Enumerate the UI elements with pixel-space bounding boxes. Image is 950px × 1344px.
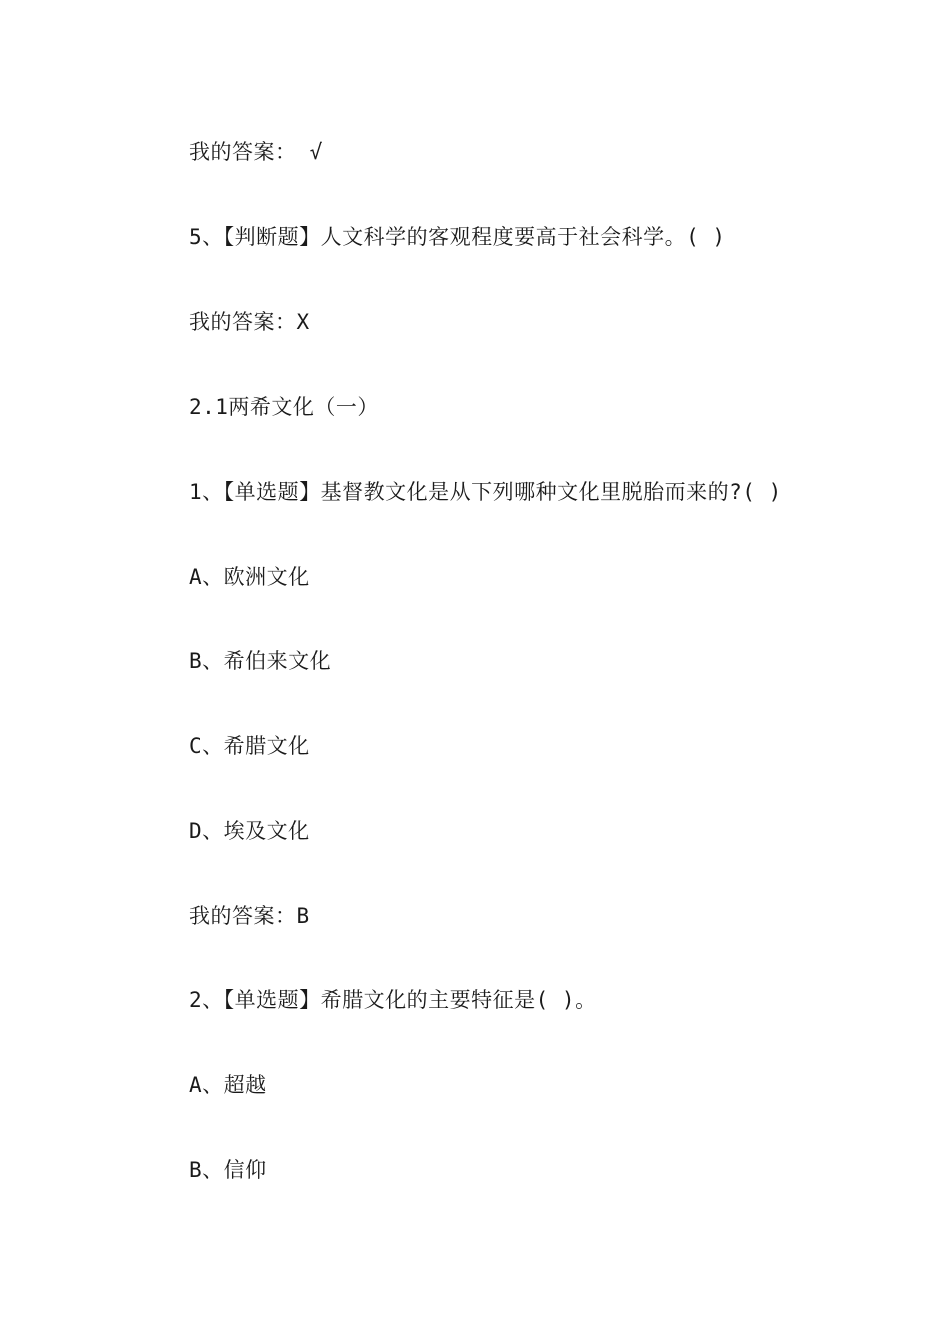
option-b: B、希伯来文化 xyxy=(189,649,332,673)
answer-line: 我的答案： √ xyxy=(189,140,323,164)
option-b: B、信仰 xyxy=(189,1158,267,1182)
question-text: 5、【判断题】人文科学的客观程度要高于社会科学。( ) xyxy=(189,225,726,249)
option-a: A、超越 xyxy=(189,1073,267,1097)
answer-line: 我的答案：B xyxy=(189,904,310,928)
question-text: 1、【单选题】基督教文化是从下列哪种文化里脱胎而来的?( ) xyxy=(189,480,782,504)
option-c: C、希腊文化 xyxy=(189,734,310,758)
question-text: 2、【单选题】希腊文化的主要特征是( )。 xyxy=(189,988,597,1012)
section-heading: 2.1两希文化（一） xyxy=(189,395,379,419)
option-d: D、埃及文化 xyxy=(189,819,310,843)
option-a: A、欧洲文化 xyxy=(189,565,310,589)
answer-line: 我的答案：X xyxy=(189,310,310,334)
